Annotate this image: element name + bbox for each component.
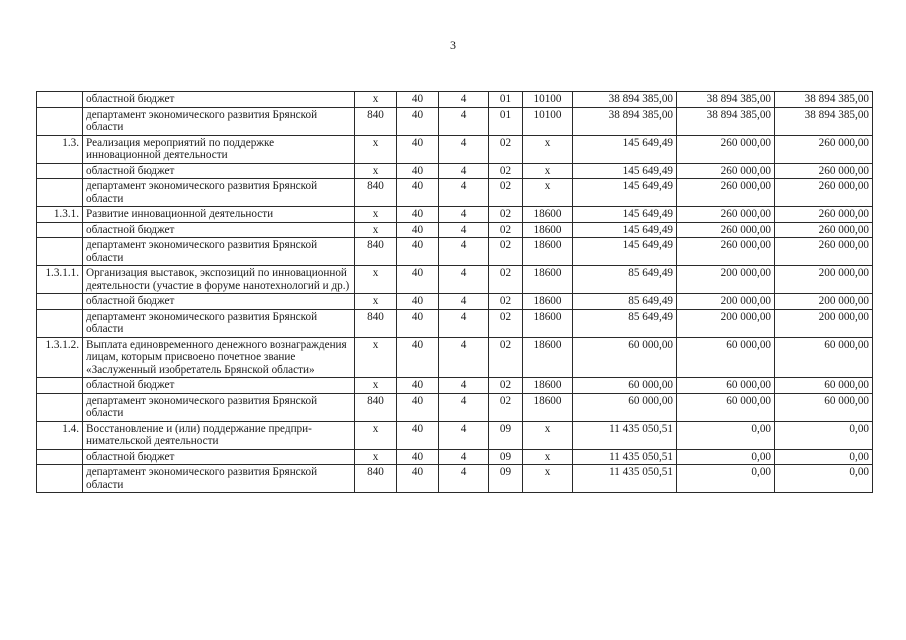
cell-amount-year1: 11 435 050,51 xyxy=(573,449,677,465)
cell-amount-year2: 38 894 385,00 xyxy=(677,92,775,108)
cell-admin-code: х xyxy=(355,421,397,449)
cell-event-code: 02 xyxy=(489,337,523,378)
cell-subprogram-code: 4 xyxy=(439,465,489,493)
cell-event-code: 01 xyxy=(489,107,523,135)
cell-amount-year2: 260 000,00 xyxy=(677,207,775,223)
cell-program-code: 40 xyxy=(397,107,439,135)
cell-event-code: 02 xyxy=(489,378,523,394)
cell-program-code: 40 xyxy=(397,393,439,421)
cell-subprogram-code: 4 xyxy=(439,238,489,266)
cell-amount-year1: 85 649,49 xyxy=(573,294,677,310)
cell-code xyxy=(37,179,83,207)
cell-program-code: 40 xyxy=(397,378,439,394)
cell-direction-code: х xyxy=(523,135,573,163)
cell-amount-year3: 200 000,00 xyxy=(775,266,873,294)
cell-direction-code: 18600 xyxy=(523,378,573,394)
table-row xyxy=(37,266,873,294)
cell-amount-year1: 60 000,00 xyxy=(573,378,677,394)
cell-program-code: 40 xyxy=(397,465,439,493)
cell-code: 1.3.1. xyxy=(37,207,83,223)
table-row xyxy=(37,294,873,310)
cell-event-code: 09 xyxy=(489,421,523,449)
cell-event-code: 09 xyxy=(489,465,523,493)
cell-description: областной бюджет xyxy=(83,378,355,394)
cell-description: департамент экономического развития Брянской области xyxy=(83,393,355,421)
cell-direction-code: 18600 xyxy=(523,238,573,266)
cell-amount-year1: 11 435 050,51 xyxy=(573,465,677,493)
cell-code: 1.4. xyxy=(37,421,83,449)
cell-description: Реализация мероприятий по поддержке инновационной деятельности xyxy=(83,135,355,163)
table-row xyxy=(37,393,873,421)
cell-amount-year3: 260 000,00 xyxy=(775,179,873,207)
table-row xyxy=(37,92,873,108)
cell-description: областной бюджет xyxy=(83,92,355,108)
cell-admin-code: х xyxy=(355,449,397,465)
cell-amount-year1: 38 894 385,00 xyxy=(573,92,677,108)
cell-subprogram-code: 4 xyxy=(439,449,489,465)
cell-amount-year1: 145 649,49 xyxy=(573,222,677,238)
cell-amount-year2: 260 000,00 xyxy=(677,238,775,266)
cell-direction-code: 18600 xyxy=(523,337,573,378)
table-row xyxy=(37,163,873,179)
cell-amount-year3: 60 000,00 xyxy=(775,393,873,421)
cell-description: Организация выставок, экспозиций по инновационной деятельности (участие в форуме нанотехнологий и др.) xyxy=(83,266,355,294)
cell-subprogram-code: 4 xyxy=(439,309,489,337)
cell-amount-year3: 60 000,00 xyxy=(775,337,873,378)
cell-admin-code: х xyxy=(355,378,397,394)
cell-direction-code: х xyxy=(523,421,573,449)
cell-direction-code: 18600 xyxy=(523,207,573,223)
cell-subprogram-code: 4 xyxy=(439,207,489,223)
cell-admin-code: 840 xyxy=(355,107,397,135)
cell-direction-code: х xyxy=(523,163,573,179)
cell-code: 1.3.1.1. xyxy=(37,266,83,294)
cell-amount-year2: 260 000,00 xyxy=(677,163,775,179)
cell-description: департамент экономического развития Брянской области xyxy=(83,309,355,337)
cell-amount-year3: 260 000,00 xyxy=(775,135,873,163)
cell-direction-code: х xyxy=(523,449,573,465)
cell-event-code: 02 xyxy=(489,163,523,179)
cell-amount-year1: 145 649,49 xyxy=(573,179,677,207)
cell-direction-code: 10100 xyxy=(523,107,573,135)
cell-admin-code: 840 xyxy=(355,309,397,337)
cell-subprogram-code: 4 xyxy=(439,378,489,394)
cell-subprogram-code: 4 xyxy=(439,421,489,449)
cell-event-code: 09 xyxy=(489,449,523,465)
cell-subprogram-code: 4 xyxy=(439,179,489,207)
cell-code xyxy=(37,238,83,266)
cell-amount-year2: 0,00 xyxy=(677,421,775,449)
cell-amount-year2: 60 000,00 xyxy=(677,393,775,421)
cell-subprogram-code: 4 xyxy=(439,163,489,179)
cell-event-code: 02 xyxy=(489,222,523,238)
table-row xyxy=(37,207,873,223)
cell-amount-year3: 38 894 385,00 xyxy=(775,107,873,135)
cell-amount-year3: 0,00 xyxy=(775,421,873,449)
cell-code xyxy=(37,163,83,179)
cell-code xyxy=(37,465,83,493)
cell-program-code: 40 xyxy=(397,238,439,266)
cell-admin-code: 840 xyxy=(355,393,397,421)
cell-amount-year2: 260 000,00 xyxy=(677,222,775,238)
cell-event-code: 01 xyxy=(489,92,523,108)
cell-amount-year3: 200 000,00 xyxy=(775,309,873,337)
cell-amount-year3: 38 894 385,00 xyxy=(775,92,873,108)
cell-description: департамент экономического развития Брянской области xyxy=(83,238,355,266)
cell-description: областной бюджет xyxy=(83,294,355,310)
cell-direction-code: 10100 xyxy=(523,92,573,108)
cell-amount-year1: 38 894 385,00 xyxy=(573,107,677,135)
cell-program-code: 40 xyxy=(397,337,439,378)
cell-admin-code: х xyxy=(355,337,397,378)
cell-amount-year1: 85 649,49 xyxy=(573,309,677,337)
cell-program-code: 40 xyxy=(397,309,439,337)
cell-amount-year1: 145 649,49 xyxy=(573,238,677,266)
cell-amount-year2: 260 000,00 xyxy=(677,135,775,163)
cell-amount-year3: 260 000,00 xyxy=(775,222,873,238)
cell-subprogram-code: 4 xyxy=(439,337,489,378)
cell-event-code: 02 xyxy=(489,294,523,310)
cell-admin-code: х xyxy=(355,266,397,294)
cell-description: департамент экономического развития Брянской области xyxy=(83,179,355,207)
cell-subprogram-code: 4 xyxy=(439,393,489,421)
cell-program-code: 40 xyxy=(397,135,439,163)
cell-subprogram-code: 4 xyxy=(439,92,489,108)
cell-event-code: 02 xyxy=(489,393,523,421)
cell-code: 1.3.1.2. xyxy=(37,337,83,378)
cell-admin-code: х xyxy=(355,294,397,310)
cell-amount-year2: 200 000,00 xyxy=(677,294,775,310)
cell-description: департамент экономического развития Брянской области xyxy=(83,107,355,135)
table-row xyxy=(37,337,873,378)
table-row xyxy=(37,378,873,394)
cell-program-code: 40 xyxy=(397,207,439,223)
cell-description: областной бюджет xyxy=(83,222,355,238)
table-row xyxy=(37,465,873,493)
cell-amount-year2: 260 000,00 xyxy=(677,179,775,207)
cell-program-code: 40 xyxy=(397,163,439,179)
cell-direction-code: 18600 xyxy=(523,393,573,421)
cell-direction-code: 18600 xyxy=(523,222,573,238)
cell-admin-code: 840 xyxy=(355,179,397,207)
cell-amount-year1: 60 000,00 xyxy=(573,337,677,378)
table-row xyxy=(37,179,873,207)
cell-admin-code: 840 xyxy=(355,465,397,493)
cell-code xyxy=(37,393,83,421)
cell-description: Восстановление и (или) поддержание предпри-нимательской деятельности xyxy=(83,421,355,449)
cell-admin-code: х xyxy=(355,92,397,108)
cell-amount-year2: 38 894 385,00 xyxy=(677,107,775,135)
cell-program-code: 40 xyxy=(397,222,439,238)
cell-program-code: 40 xyxy=(397,92,439,108)
cell-amount-year1: 145 649,49 xyxy=(573,207,677,223)
cell-amount-year3: 260 000,00 xyxy=(775,163,873,179)
cell-amount-year2: 0,00 xyxy=(677,449,775,465)
cell-event-code: 02 xyxy=(489,135,523,163)
table-row xyxy=(37,449,873,465)
cell-admin-code: х xyxy=(355,207,397,223)
table-row xyxy=(37,222,873,238)
cell-amount-year2: 60 000,00 xyxy=(677,337,775,378)
cell-description: Выплата единовременного денежного вознаграждения лицам, которым присвоено почетное звание «Заслуженный изобретатель Брянской области» xyxy=(83,337,355,378)
cell-description: областной бюджет xyxy=(83,163,355,179)
cell-subprogram-code: 4 xyxy=(439,107,489,135)
table-row xyxy=(37,107,873,135)
cell-admin-code: х xyxy=(355,163,397,179)
cell-event-code: 02 xyxy=(489,179,523,207)
cell-amount-year3: 260 000,00 xyxy=(775,238,873,266)
cell-event-code: 02 xyxy=(489,309,523,337)
cell-description: Развитие инновационной деятельности xyxy=(83,207,355,223)
table-row xyxy=(37,309,873,337)
cell-amount-year3: 200 000,00 xyxy=(775,294,873,310)
cell-admin-code: х xyxy=(355,135,397,163)
cell-amount-year1: 145 649,49 xyxy=(573,135,677,163)
cell-program-code: 40 xyxy=(397,266,439,294)
cell-code xyxy=(37,449,83,465)
page-number: 3 xyxy=(450,38,456,52)
cell-admin-code: 840 xyxy=(355,238,397,266)
cell-direction-code: х xyxy=(523,179,573,207)
cell-subprogram-code: 4 xyxy=(439,222,489,238)
cell-direction-code: 18600 xyxy=(523,309,573,337)
table-row xyxy=(37,421,873,449)
cell-direction-code: х xyxy=(523,465,573,493)
cell-program-code: 40 xyxy=(397,421,439,449)
cell-amount-year3: 260 000,00 xyxy=(775,207,873,223)
cell-code xyxy=(37,309,83,337)
cell-event-code: 02 xyxy=(489,266,523,294)
cell-amount-year1: 60 000,00 xyxy=(573,393,677,421)
cell-code: 1.3. xyxy=(37,135,83,163)
cell-code xyxy=(37,107,83,135)
cell-code xyxy=(37,222,83,238)
cell-subprogram-code: 4 xyxy=(439,135,489,163)
cell-event-code: 02 xyxy=(489,207,523,223)
budget-table xyxy=(36,91,873,493)
cell-direction-code: 18600 xyxy=(523,294,573,310)
table-row xyxy=(37,135,873,163)
cell-event-code: 02 xyxy=(489,238,523,266)
cell-program-code: 40 xyxy=(397,449,439,465)
cell-amount-year3: 60 000,00 xyxy=(775,378,873,394)
cell-amount-year1: 85 649,49 xyxy=(573,266,677,294)
cell-amount-year3: 0,00 xyxy=(775,465,873,493)
cell-description: областной бюджет xyxy=(83,449,355,465)
table-row xyxy=(37,238,873,266)
cell-amount-year1: 145 649,49 xyxy=(573,163,677,179)
cell-amount-year2: 60 000,00 xyxy=(677,378,775,394)
cell-amount-year2: 200 000,00 xyxy=(677,309,775,337)
cell-program-code: 40 xyxy=(397,294,439,310)
cell-code xyxy=(37,92,83,108)
cell-subprogram-code: 4 xyxy=(439,266,489,294)
cell-subprogram-code: 4 xyxy=(439,294,489,310)
cell-amount-year3: 0,00 xyxy=(775,449,873,465)
cell-admin-code: х xyxy=(355,222,397,238)
cell-amount-year1: 11 435 050,51 xyxy=(573,421,677,449)
cell-description: департамент экономического развития Брянской области xyxy=(83,465,355,493)
cell-code xyxy=(37,378,83,394)
cell-program-code: 40 xyxy=(397,179,439,207)
cell-code xyxy=(37,294,83,310)
cell-direction-code: 18600 xyxy=(523,266,573,294)
table-body xyxy=(37,92,873,493)
cell-amount-year2: 0,00 xyxy=(677,465,775,493)
cell-amount-year2: 200 000,00 xyxy=(677,266,775,294)
